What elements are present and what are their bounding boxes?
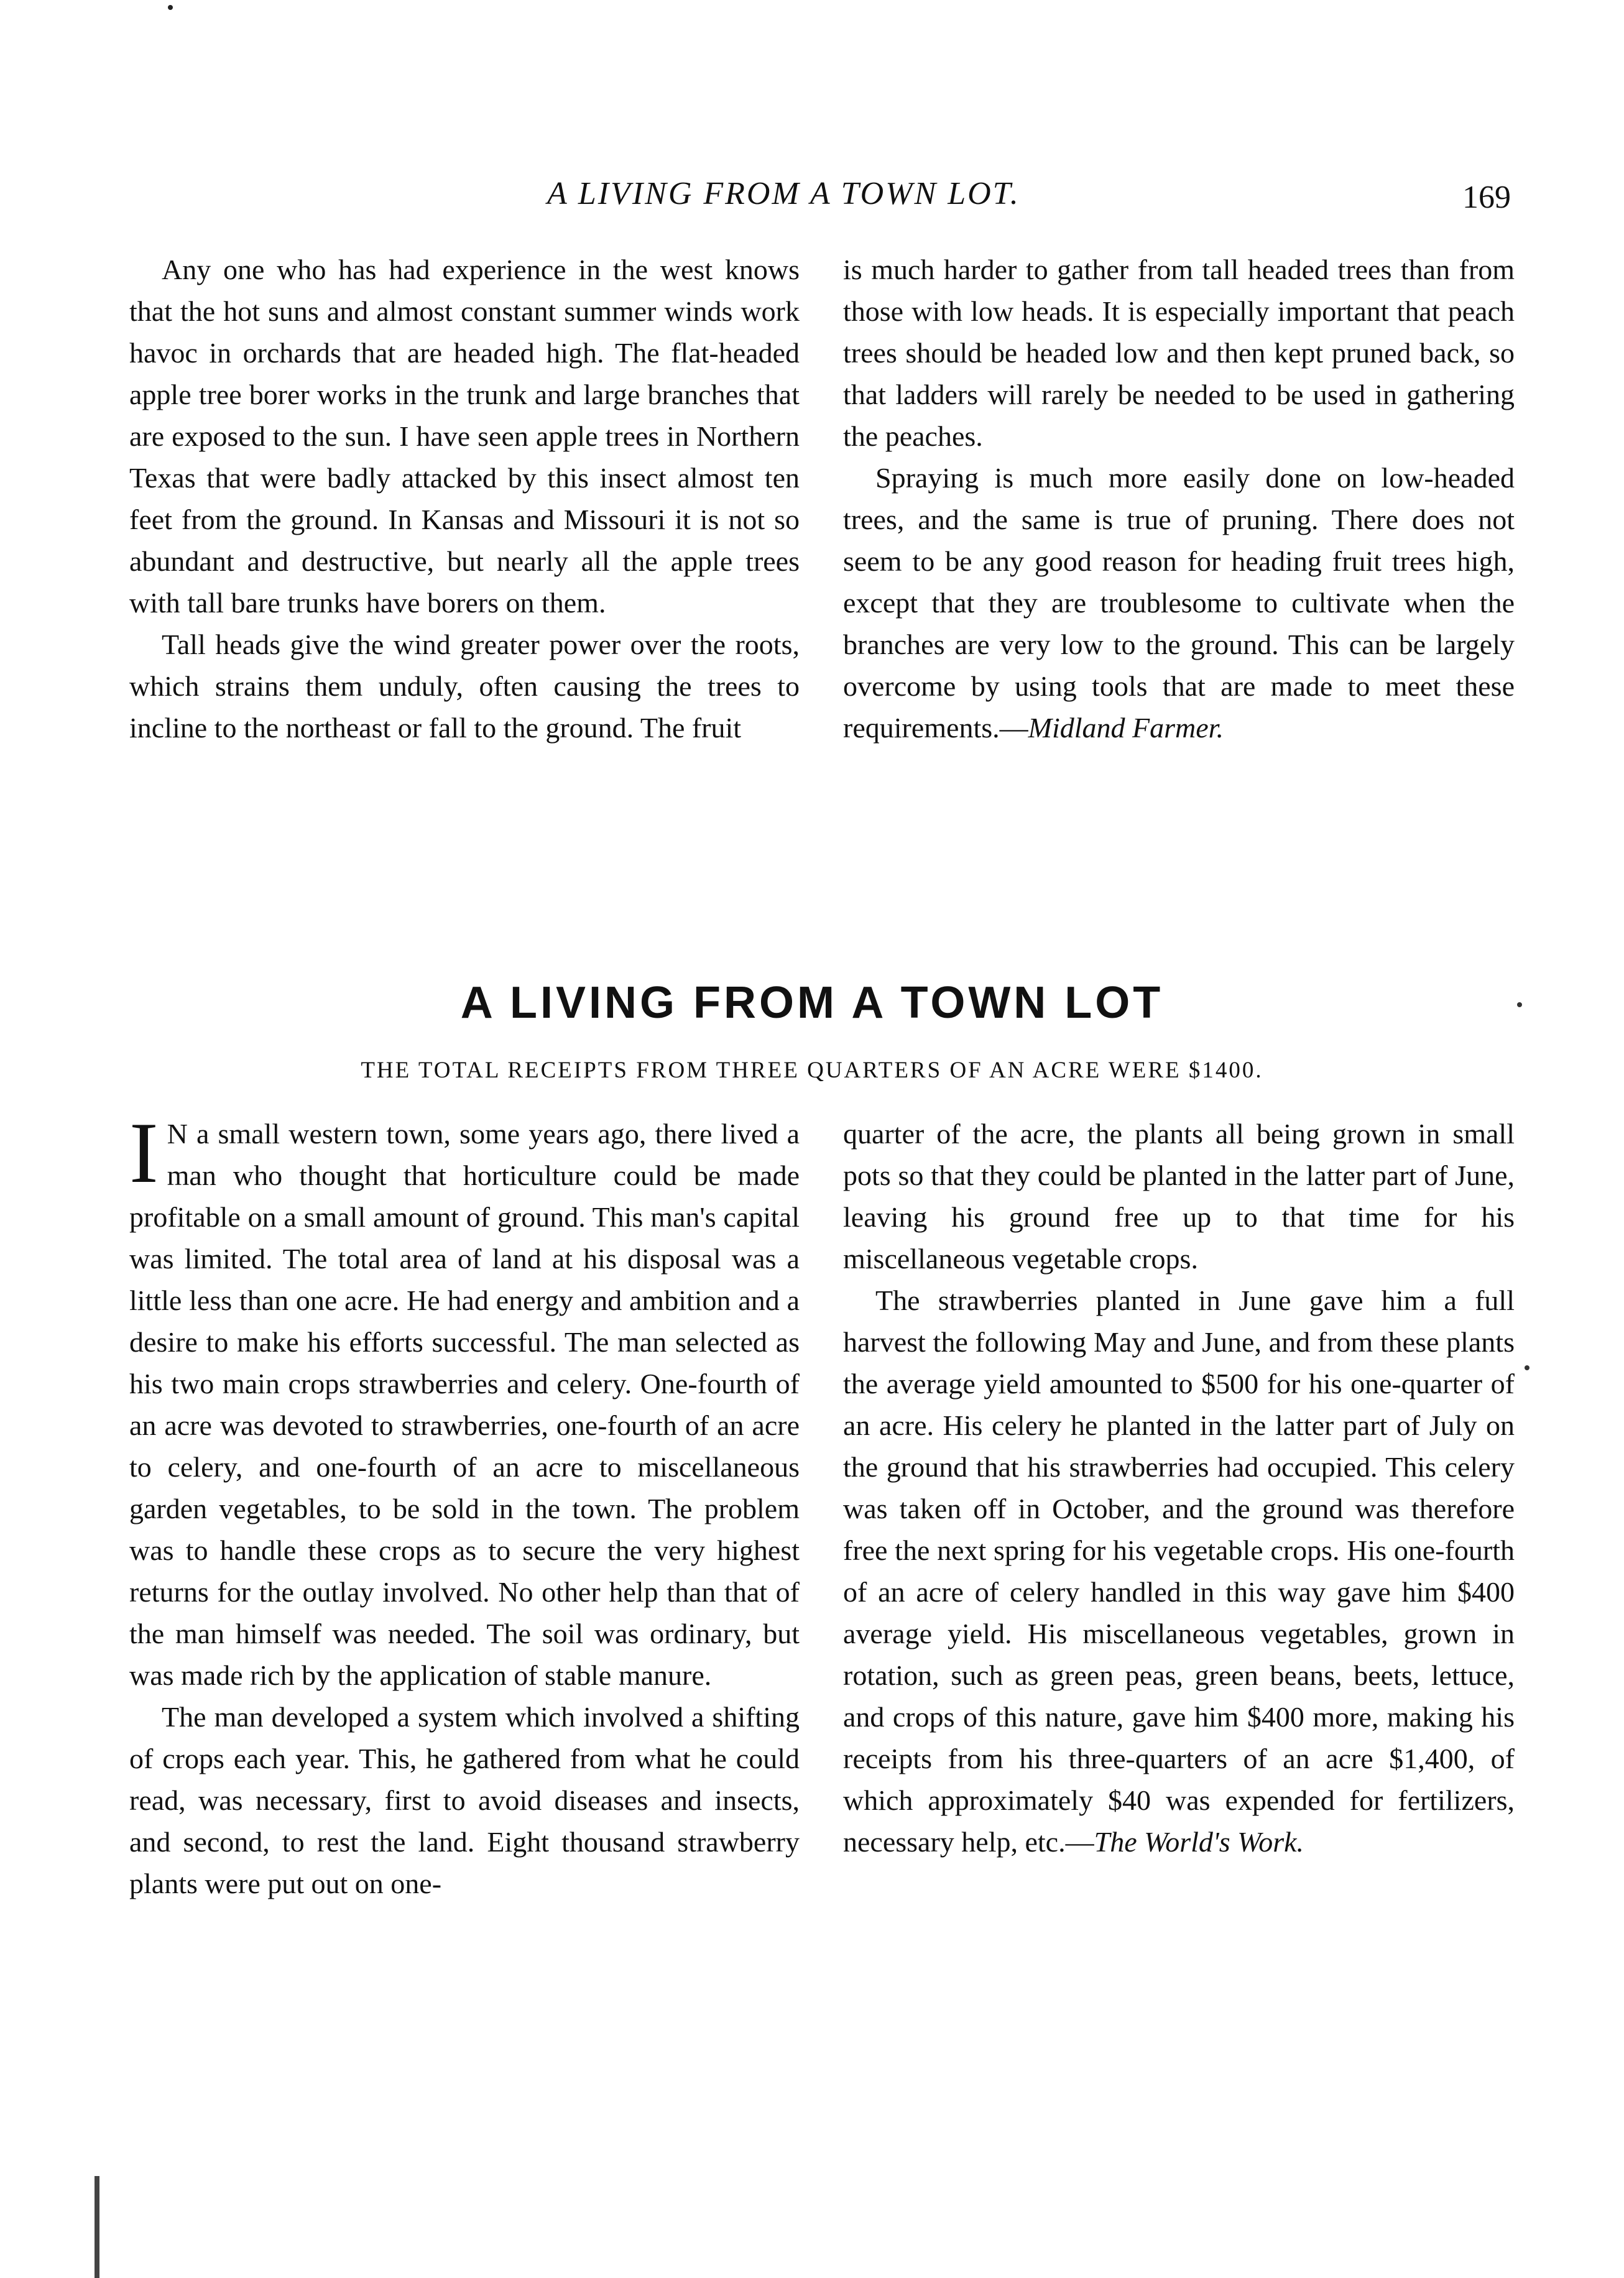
paragraph bbox=[129, 1105, 800, 1696]
previous-article-right-column bbox=[843, 249, 1515, 749]
page-edge-shadow bbox=[95, 2176, 99, 2278]
article-title: A LIVING FROM A TOWN LOT bbox=[460, 978, 1164, 1028]
paragraph: The man developed a system which involved a shifting of crops each year. This, he gathered from what he could read, was necessary, first to avoid diseases and insects, and second, to rest the land. Eight thousand strawberry plants were put out on one- bbox=[129, 1701, 800, 1899]
page-number: 169 bbox=[1462, 180, 1511, 215]
paragraph-continuation: is much harder to gather from tall headed trees than from those with low heads. It is especially important that peach trees should be headed low and then kept pruned back, so that ladders will rarely be needed to be used in gathering the peaches. bbox=[843, 254, 1515, 452]
paragraph: Any one who has had experience in the west knows that the hot suns and almost constant summer winds work havoc in orchards that are headed high. The flat-headed apple tree borer works in the trunk and large branches that are exposed to the sun. I have seen apple trees in Northern Texas that were badly attacked by this insect almost ten feet from the ground. In Kansas and Missouri it is not so abundant and destructive, but nearly all the apple trees with tall bare trunks have borers on them. bbox=[129, 254, 800, 619]
article-left-column bbox=[129, 1105, 800, 1904]
drop-cap: I bbox=[129, 1105, 159, 1201]
paragraph-text: Spraying is much more easily done on low-headed trees, and the same is true of pruning. There does not seem to be any good reason for heading fruit trees high, except that they are troublesome to cultivate when the branches are very low to the ground. This can be largely overcome by using tools that are made to meet these requirements.— bbox=[843, 462, 1515, 744]
paragraph-text: N a small western town, some years ago, there lived a man who thought that horticulture could be made profitable on a small amount of ground. This man's capital was limited. The total area of land at his disposal was a little less than one acre. He had energy and ambition and a desire to make his efforts successful. The man selected as his two main crops strawberries and celery. One-fourth of an acre was devoted to strawberries, one-fourth of an acre to celery, and one-fourth of an acre to miscellaneous garden vegetables, to be sold in the town. The problem was to handle these crops as to secure the very highest returns for the outlay involved. No other help than that of the man himself was needed. The soil was ordinary, but was made rich by the application of stable manure. bbox=[129, 1118, 800, 1691]
paragraph: Tall heads give the wind greater power over the roots, which strains them unduly, often causing the trees to incline to the northeast or fall to the ground. The fruit bbox=[129, 629, 800, 744]
source-attribution: The World's Work. bbox=[1094, 1826, 1304, 1858]
article-subtitle: THE TOTAL RECEIPTS FROM THREE QUARTERS OF AN ACRE WERE $1400. bbox=[361, 1058, 1263, 1083]
print-speck bbox=[168, 5, 173, 10]
paragraph bbox=[843, 457, 1515, 749]
article-right-column bbox=[843, 1113, 1515, 1863]
previous-article-left-column bbox=[129, 249, 800, 749]
paragraph-continuation: quarter of the acre, the plants all being grown in small pots so that they could be planted in the latter part of June, leaving his ground free up to that time for his miscellaneous vegetable crops. bbox=[843, 1118, 1515, 1275]
running-head: A LIVING FROM A TOWN LOT. bbox=[547, 176, 1020, 211]
paragraph bbox=[843, 1280, 1515, 1863]
print-speck bbox=[1525, 1365, 1529, 1370]
source-attribution: Midland Farmer. bbox=[1028, 712, 1224, 744]
paragraph-text: The strawberries planted in June gave him a full harvest the following May and June, and from these plants the average yield amounted to $500 for his one-quarter of an acre. His celery he planted in the latter part of July on the ground that his strawberries had occupied. This celery was taken off in October, and the ground was therefore free the next spring for his vegetable crops. His one-fourth of an acre of celery handled in this way gave him $400 average yield. His miscellaneous vegetables, grown in rotation, such as green peas, green beans, beets, lettuce, and crops of this nature, gave him $400 more, making his receipts from his three-quarters of an acre $1,400, of which approximately $40 was expended for fertilizers, necessary help, etc.— bbox=[843, 1284, 1515, 1858]
